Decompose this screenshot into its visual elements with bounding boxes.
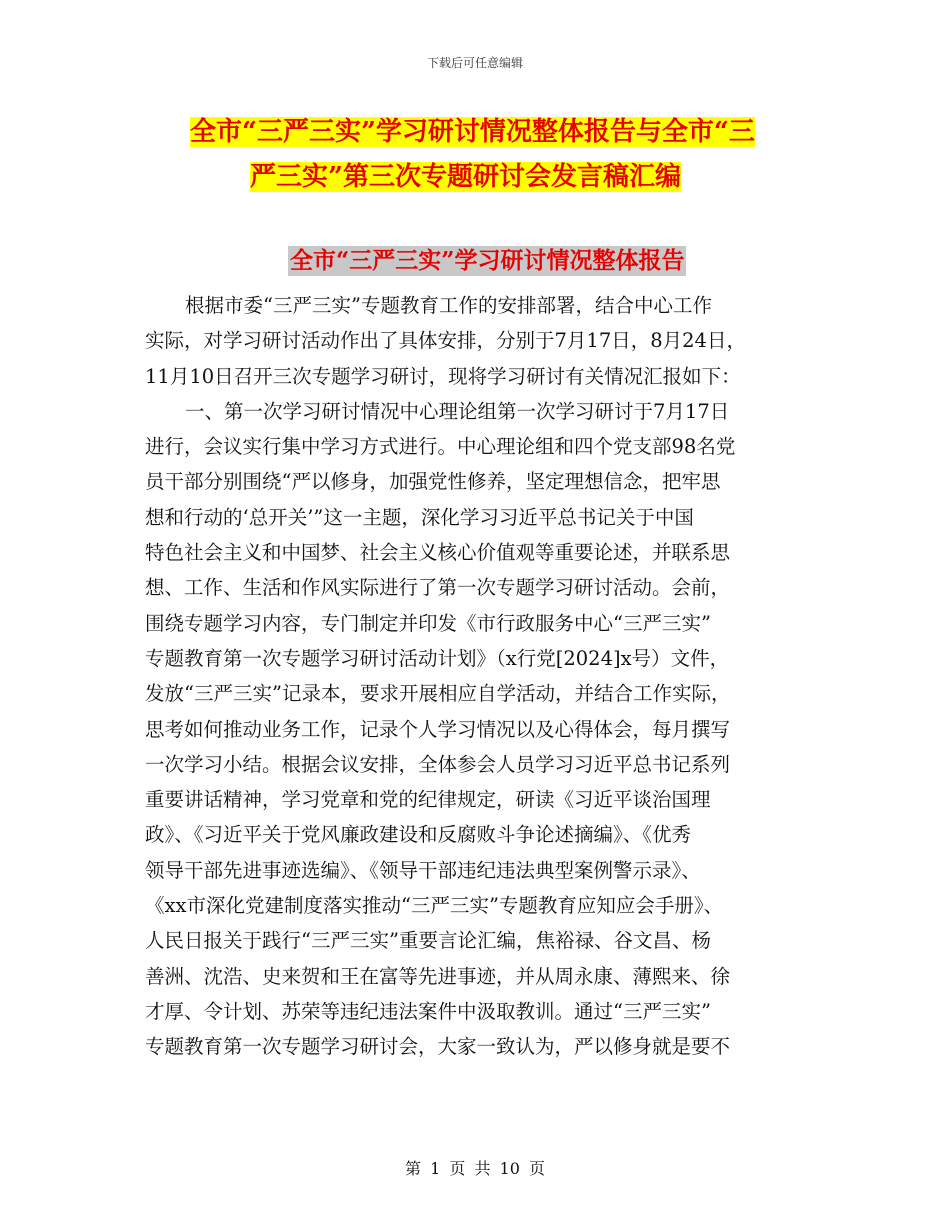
body-text: [145, 288, 810, 1065]
document-title-line-2: 严三实”第三次专题研讨会发言稿汇编: [250, 162, 681, 192]
body-line: 员干部分别围绕“严以修身，加强党性修养，坚定理想信念，把牢思: [145, 470, 721, 494]
body-line: 才厚、令计划、苏荣等违纪违法案件中汲取教训。通过“三严三实”: [145, 999, 711, 1023]
body-line: 想和行动的‘总开关’”这一主题，深化学习习近平总书记关于中国: [145, 505, 694, 529]
body-line: 专题教育第一次专题学习研讨活动计划》（x行党[2024]x号）文件，: [145, 646, 730, 670]
body-line: 围绕专题学习内容，专门制定并印发《市行政服务中心“三严三实”: [145, 611, 711, 635]
body-line: 重要讲话精神，学习党章和党的纪律规定，研读《习近平谈治国理: [145, 788, 711, 812]
body-line: 发放“三严三实”记录本，要求开展相应自学活动，并结合工作实际，: [145, 682, 731, 706]
body-line: 《xx市深化党建制度落实推动“三严三实”专题教育应知应会手册》、: [145, 894, 724, 918]
body-line: 一、第一次学习研讨情况中心理论组第一次学习研讨于7月17日: [185, 399, 730, 423]
body-line: 专题教育第一次专题学习研讨会，大家一致认为，严以修身就是要不: [145, 1035, 731, 1059]
body-line: 领导干部先进事迹选编》、《领导干部违纪违法典型案例警示录》、: [145, 858, 701, 882]
page-footer: 第 1 页 共 10 页: [405, 1159, 545, 1178]
document-title-line-1: 全市“三严三实”学习研讨情况整体报告与全市“三: [190, 117, 755, 147]
body-line: 特色社会主义和中国梦、社会主义核心价值观等重要论述，并联系思: [145, 541, 731, 565]
section-title: 全市“三严三实”学习研讨情况整体报告: [290, 247, 685, 274]
body-line: 想、工作、生活和作风实际进行了第一次专题学习研讨活动。会前，: [145, 576, 731, 600]
body-line: 政》、《习近平关于党风廉政建设和反腐败斗争论述摘编》、《优秀: [145, 823, 692, 847]
page-header: 下载后可任意编辑: [426, 56, 523, 70]
body-line: 实际，对学习研讨活动作出了具体安排，分别于7月17日，8月24日，: [145, 329, 746, 353]
document-title: [190, 110, 810, 200]
body-line: 思考如何推动业务工作，记录个人学习情况以及心得体会，每月撰写: [145, 717, 731, 741]
body-line: 进行，会议实行集中学习方式进行。中心理论组和四个党支部98名党: [145, 435, 736, 459]
body-line: 11月10日召开三次专题学习研讨，现将学习研讨有关情况汇报如下：: [145, 364, 741, 388]
body-line: 一次学习小结。根据会议安排，全体参会人员学习习近平总书记系列: [145, 752, 731, 776]
body-line: 善洲、沈浩、史来贺和王在富等先进事迹，并从周永康、薄熙来、徐: [145, 964, 731, 988]
body-line: 根据市委“三严三实”专题教育工作的安排部署，结合中心工作: [185, 294, 712, 317]
body-line: 人民日报关于践行“三严三实”重要言论汇编，焦裕禄、谷文昌、杨: [145, 929, 711, 953]
